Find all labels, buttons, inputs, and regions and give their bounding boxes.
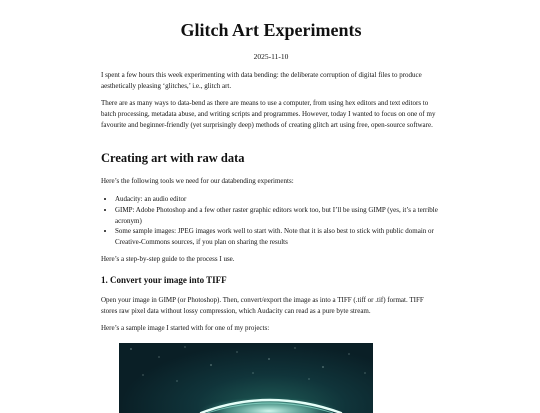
sample-image-intro: Here’s a sample image I started with for one of my projects:: [101, 324, 270, 332]
tools-intro: Here’s the following tools we need for our databending experiments:: [101, 177, 294, 185]
guide-intro: Here’s a step-by-step guide to the process I use.: [101, 255, 235, 263]
sample-image: [119, 343, 373, 413]
step-1-body: Open your image in GIMP (or Photoshop). Then, convert/export the image as into a TIFF (.tiff or .tif) format. TIFF stores raw pixel data without lossy compression, which Audacity can read as a pure byte stream.: [101, 296, 424, 315]
tools-list: [101, 194, 455, 248]
step-1-heading: 1. Convert your image into TIFF: [101, 275, 227, 285]
tools-list-item: • Some sample images: JPEG images work well to start with. Note that it is also best to stick with public domain or Creative-Commons sources, if you plan on sharing the results: [115, 226, 455, 248]
page-title: Glitch Art Experiments: [180, 20, 362, 40]
post-date: 2025-11-10: [253, 52, 289, 61]
tools-list-item: • GIMP: Adobe Photoshop and a few other raster graphic editors work too, but I’ll be using GIMP (yes, it’s a terrible acronym): [115, 205, 455, 227]
intro-paragraph-1: I spent a few hours this week experimenting with data bending: the deliberate corruption of digital files to produce aesthetically pleasing ‘glitches,’ i.e., glitch art.: [101, 71, 422, 90]
intro-paragraph-2: There are as many ways to data-bend as there are means to use a computer, from using hex editors and text editors to batch processing, metadata abuse, and writing scripts and programmes. However, today I wanted to focus on one of my favourite and beginner-friendly (yet surprisingly deep) methods of creating glitch art using free, open-source software.: [101, 99, 436, 129]
sample-image-art: [119, 343, 373, 413]
tools-list-item: • Audacity: an audio editor: [115, 194, 455, 205]
section-heading: Creating art with raw data: [101, 151, 245, 165]
